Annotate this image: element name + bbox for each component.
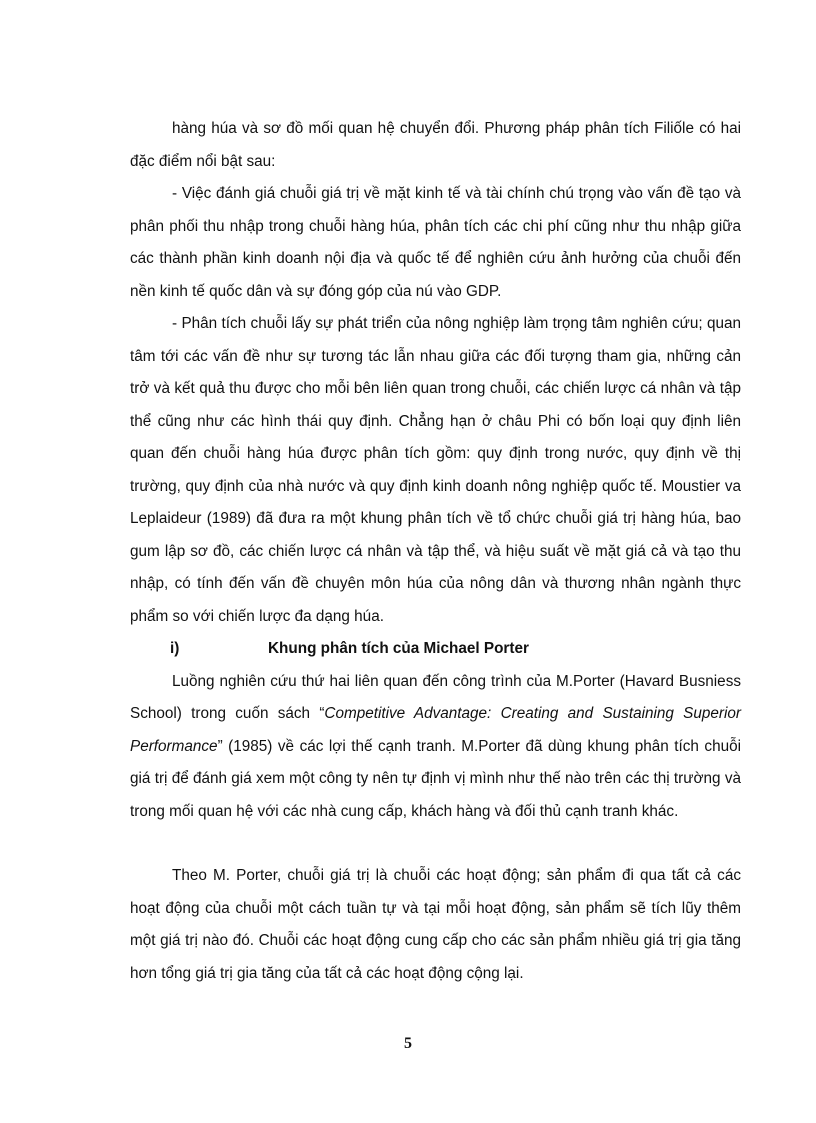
section-heading	[130, 633, 741, 666]
section-number: i)	[170, 640, 180, 657]
page-number: 5	[404, 1035, 412, 1052]
section-title: Khung phân tích của Michael Porter	[268, 640, 529, 657]
paragraph-spacer	[130, 828, 741, 860]
paragraph-bullet-agriculture: - Phân tích chuỗi lấy sự phát triển của nông nghiệp làm trọng tâm nghiên cứu; quan tâm tới các vấn đề như sự tương tác lẫn nhau giữa các đối tượng tham gia, những cản trở và kết quả thu được cho mỗi bên liên quan trong chuỗi, các chiến lược cá nhân và tập thể cũng như các hình thái quy định. Chẳng hạn ở châu Phi có bốn loại quy định liên quan đến chuỗi hàng húa được phân tích gồm: quy định trong nước, quy định về thị trường, quy định của nhà nước và quy định kinh doanh nông nghiệp quốc tế. Moustier va Leplaideur (1989) đã đưa ra một khung phân tích về tổ chức chuỗi giá trị hàng húa, bao gum lập sơ đồ, các chiến lược cá nhân và tập thể, và hiệu suất về mặt giá cả và tạo thu nhập, có tính đến vấn đề chuyên môn húa của nông dân và thương nhân ngành thực phẩm so với chiến lược đa dạng húa.	[130, 315, 741, 625]
paragraph-intro: hàng húa và sơ đồ mối quan hệ chuyển đổi. Phương pháp phân tích Filiốle có hai đặc điểm nổi bật sau:	[130, 120, 741, 170]
porter-text-start: Luồng nghiên cứu thứ hai liên quan đến công trình của M.Porter (Havard Busniess School) trong cuốn sách “	[130, 672, 741, 722]
porter-text-end: ” (1985) về các lợi thế cạnh tranh. M.Porter đã dùng khung phân tích chuỗi giá trị để đánh giá xem một công ty nên tự định vị mình như thế nào trên các thị trường và trong mối quan hệ với các nhà cung cấp, khách hàng và đối thủ cạnh tranh khác.	[130, 737, 741, 820]
book-title: Competitive Advantage: Creating and Sustaining Superior Performance	[130, 705, 741, 755]
paragraph-value-chain-definition: Theo M. Porter, chuỗi giá trị là chuỗi các hoạt động; sản phẩm đi qua tất cả các hoạt động của chuỗi một cách tuần tự và tại mỗi hoạt động, sản phẩm sẽ tích lũy thêm một giá trị nào đó. Chuỗi các hoạt động cung cấp cho các sản phẩm nhiều giá trị gia tăng hơn tổng giá trị gia tăng của tất cả các hoạt động cộng lại.	[130, 867, 741, 982]
page-body	[130, 113, 741, 990]
paragraph-bullet-economic: - Việc đánh giá chuỗi giá trị về mặt kinh tế và tài chính chú trọng vào vấn đề tạo và phân phối thu nhập trong chuỗi hàng húa, phân tích các chi phí cũng như thu nhập giữa các thành phần kinh doanh nội địa và quốc tế để nghiên cứu ảnh hưởng của chuỗi đến nền kinh tế quốc dân và sự đóng góp của nú vào GDP.	[130, 185, 741, 300]
paragraph-porter	[130, 666, 741, 829]
